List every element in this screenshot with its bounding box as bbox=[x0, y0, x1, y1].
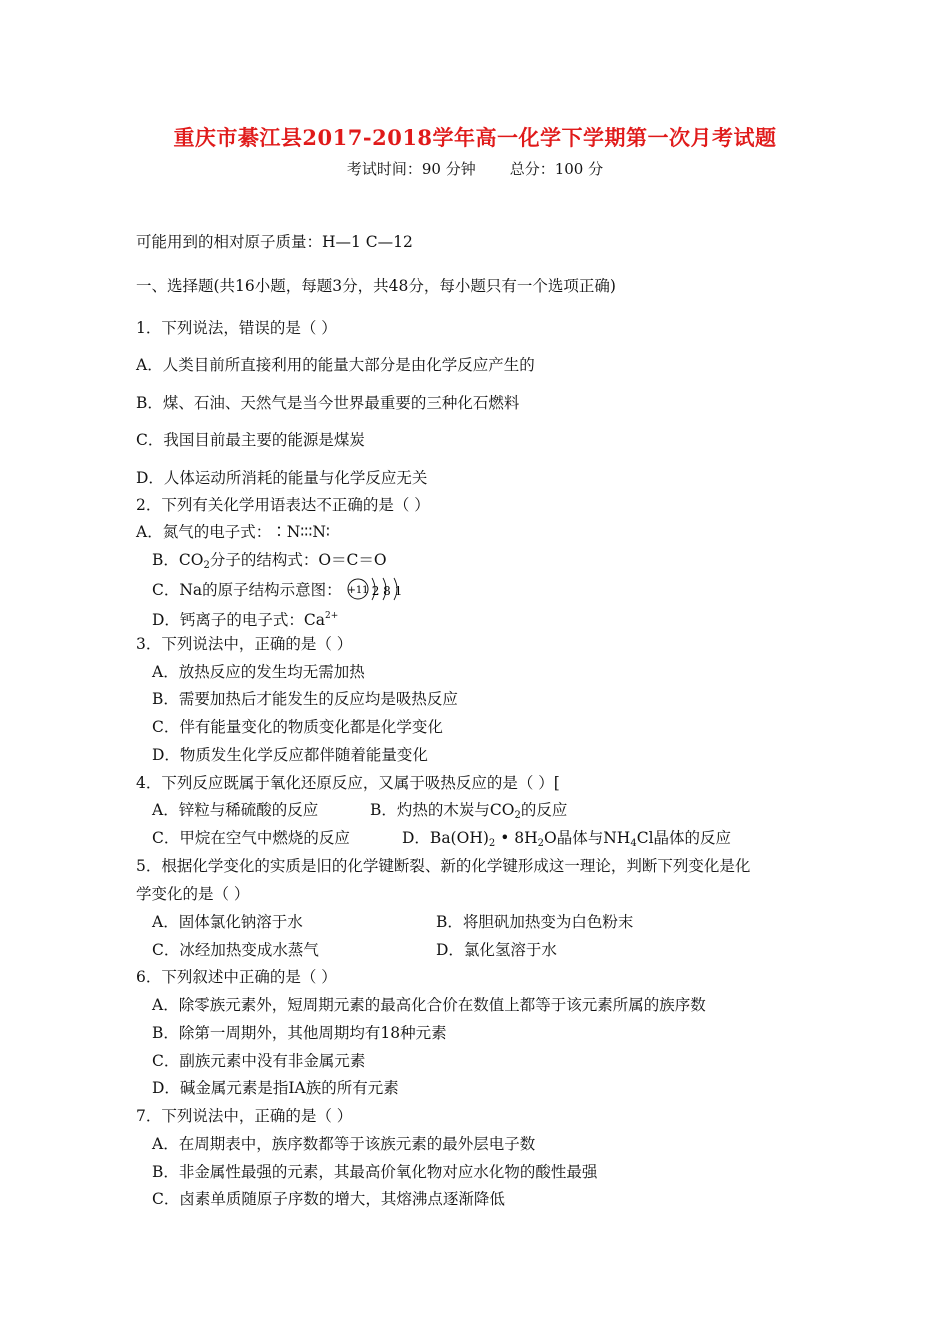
nucleus-label: +11 bbox=[347, 585, 369, 596]
question-7-option-c: C．卤素单质随原子序数的增大，其熔沸点逐渐降低 bbox=[152, 1190, 505, 1208]
question-6-option-c: C．副族元素中没有非金属元素 bbox=[152, 1052, 366, 1070]
question-1-stem: 1．下列说法，错误的是（ ） bbox=[136, 319, 337, 337]
question-4-stem: 4．下列反应既属于氧化还原反应，又属于吸热反应的是（ ）[ bbox=[136, 774, 560, 792]
exam-time: 考试时间：90 分钟 bbox=[346, 160, 476, 178]
question-3-option-c: C．伴有能量变化的物质变化都是化学变化 bbox=[152, 718, 443, 736]
exam-info bbox=[0, 158, 950, 179]
total-score: 总分：100 分 bbox=[509, 160, 604, 178]
question-5-stem-continued: 学变化的是（ ） bbox=[136, 885, 250, 903]
question-2-option-b: B．$CO_2$分子的结构式：O＝C＝O bbox=[152, 551, 387, 571]
question-4-option-d: D．$Ba(OH)_2$ • $8H_2O$晶体与$NH_4Cl$晶体的反应 bbox=[402, 829, 732, 849]
question-1-option-a: A．人类目前所直接利用的能量大部分是由化学反应产生的 bbox=[136, 356, 535, 374]
atomic-mass-note: 可能用到的相对原子质量：H—1 C—12 bbox=[136, 233, 413, 251]
shell-electrons-label: 2 8 1 bbox=[371, 584, 402, 598]
question-5-option-b: B．将胆矾加热变为白色粉末 bbox=[436, 913, 634, 931]
question-1-option-c: C．我国目前最主要的能源是煤炭 bbox=[136, 431, 365, 449]
question-4-option-a: A．锌粒与稀硫酸的反应 bbox=[152, 801, 319, 819]
section-heading: 一、选择题(共16小题，每题3分，共48分，每小题只有一个选项正确) bbox=[136, 277, 616, 295]
question-6-option-b: B．除第一周期外，其他周期均有18种元素 bbox=[152, 1024, 447, 1042]
question-5-option-d: D．氯化氢溶于水 bbox=[436, 941, 557, 959]
question-1-option-b: B．煤、石油、天然气是当今世界最重要的三种化石燃料 bbox=[136, 394, 520, 412]
question-2-stem: 2．下列有关化学用语表达不正确的是（ ） bbox=[136, 496, 430, 514]
question-3-option-a: A．放热反应的发生均无需加热 bbox=[152, 663, 365, 681]
question-2-option-d: D．钙离子的电子式：$Ca^{2+}$ bbox=[152, 611, 339, 629]
question-1-option-d: D．人体运动所消耗的能量与化学反应无关 bbox=[136, 469, 428, 487]
sodium-atom-diagram bbox=[346, 578, 412, 604]
question-3-option-b: B．需要加热后才能发生的反应均是吸热反应 bbox=[152, 690, 458, 708]
question-4-option-b: B．灼热的木炭与$CO_2$的反应 bbox=[370, 801, 568, 821]
question-5-option-c: C．冰经加热变成水蒸气 bbox=[152, 941, 319, 959]
question-6-option-d: D．碱金属元素是指ⅠA族的所有元素 bbox=[152, 1079, 399, 1097]
question-5-option-a: A．固体氯化钠溶于水 bbox=[152, 913, 303, 931]
question-7-stem: 7．下列说法中，正确的是（ ） bbox=[136, 1107, 353, 1125]
question-7-option-a: A．在周期表中，族序数都等于该族元素的最外层电子数 bbox=[152, 1135, 536, 1153]
question-5-stem: 5．根据化学变化的实质是旧的化学键断裂、新的化学键形成这一理论，判断下列变化是化 bbox=[136, 857, 751, 875]
question-3-stem: 3．下列说法中，正确的是（ ） bbox=[136, 635, 353, 653]
question-6-stem: 6．下列叙述中正确的是（ ） bbox=[136, 968, 337, 986]
question-7-option-b: B．非金属性最强的元素，其最高价氧化物对应水化物的酸性最强 bbox=[152, 1163, 598, 1181]
question-2-option-c: C．Na的原子结构示意图： +11 2 8 1 bbox=[152, 578, 412, 604]
question-3-option-d: D．物质发生化学反应都伴随着能量变化 bbox=[152, 746, 428, 764]
exam-title: 重庆市綦江县2017-2018学年高一化学下学期第一次月考试题 bbox=[173, 125, 777, 150]
question-4-option-c: C．甲烷在空气中燃烧的反应 bbox=[152, 829, 350, 847]
question-6-option-a: A．除零族元素外，短周期元素的最高化合价在数值上都等于该元素所属的族序数 bbox=[152, 996, 706, 1014]
question-2-option-a: A．氮气的电子式：∶N∶∶∶N∶ bbox=[136, 523, 330, 541]
